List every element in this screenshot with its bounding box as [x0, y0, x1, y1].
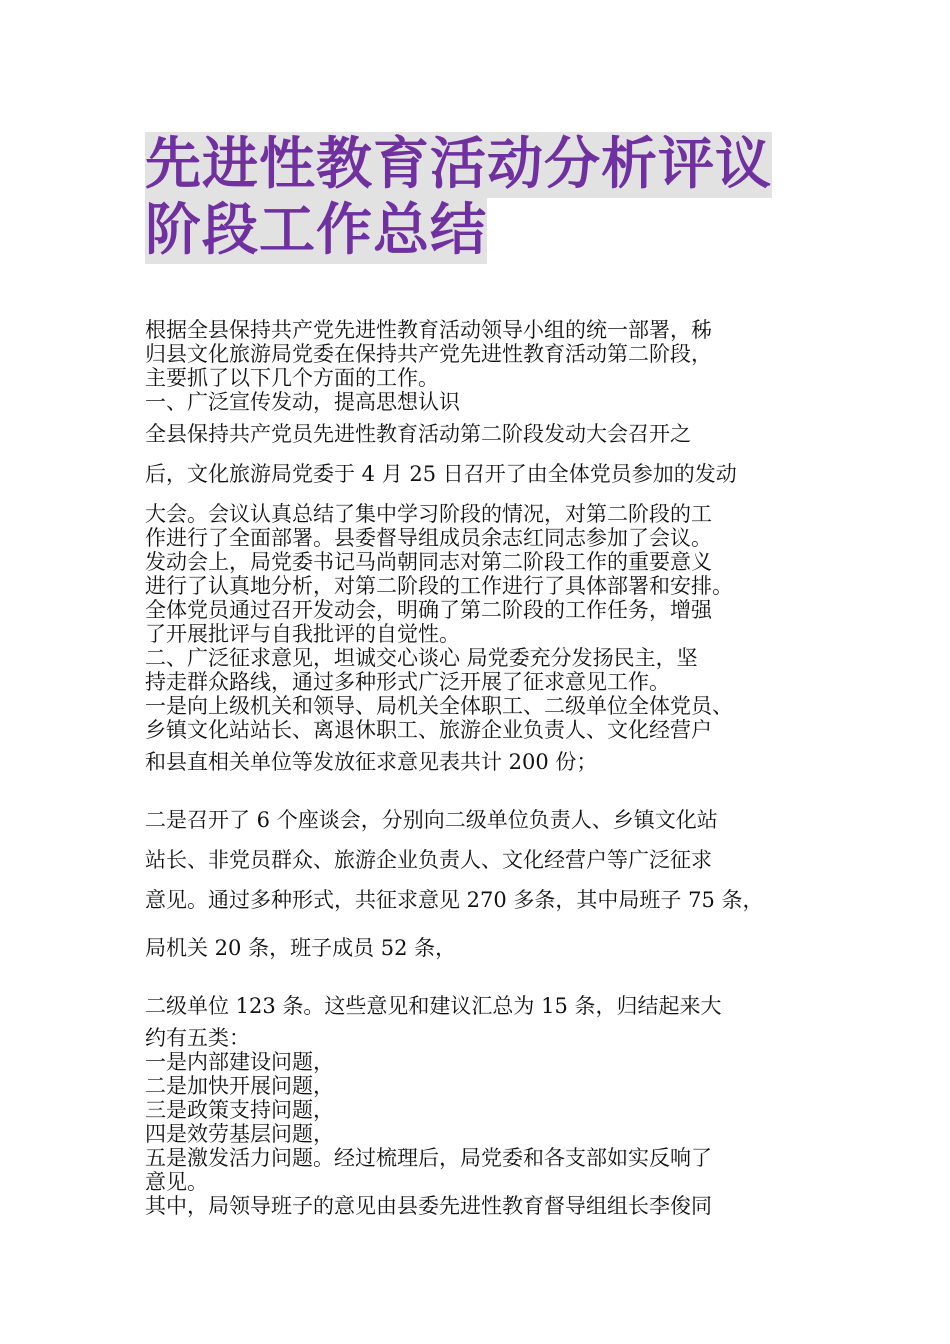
paragraph-line: 持走群众路线，通过多种形式广泛开展了征求意见工作。 [145, 670, 670, 694]
section-heading: 一、广泛宣传发动，提高思想认识 [145, 390, 460, 414]
paragraph-line: 发动会上，局党委书记马尚朝同志对第二阶段工作的重要意义 [145, 550, 712, 574]
list-item: 三是政策支持问题， [145, 1098, 334, 1122]
paragraph-line: 站长、非党员群众、旅游企业负责人、文化经营户等广泛征求 [145, 848, 712, 872]
list-item: 二是加快开展问题， [145, 1074, 334, 1098]
paragraph-line: 二是召开了 6 个座谈会，分别向二级单位负责人、乡镇文化站 [145, 808, 718, 832]
paragraph-line: 一是向上级机关和领导、局机关全体职工、二级单位全体党员、 [145, 694, 733, 718]
title-line-1: 先进性教育活动分析评议 [145, 132, 772, 197]
paragraph-line: 进行了认真地分析，对第二阶段的工作进行了具体部署和安排。 [145, 574, 733, 598]
paragraph-line: 主要抓了以下几个方面的工作。 [145, 366, 439, 390]
paragraph-line: 意见。通过多种形式，共征求意见 270 多条，其中局班子 75 条， [145, 888, 764, 912]
paragraph-line: 其中，局领导班子的意见由县委先进性教育督导组组长李俊同 [145, 1194, 712, 1218]
paragraph-line: 归县文化旅游局党委在保持共产党先进性教育活动第二阶段， [145, 342, 712, 366]
paragraph-line: 全县保持共产党员先进性教育活动第二阶段发动大会召开之 [145, 422, 691, 446]
list-item: 五是激发活力问题。经过梳理后，局党委和各支部如实反响了 [145, 1146, 712, 1170]
paragraph-line: 局机关 20 条，班子成员 52 条， [145, 936, 457, 960]
list-item: 四是效劳基层问题， [145, 1122, 334, 1146]
title-line-2: 阶段工作总结 [145, 198, 487, 263]
paragraph-line: 乡镇文化站站长、离退休职工、旅游企业负责人、文化经营户 [145, 718, 712, 742]
paragraph-line: 和县直相关单位等发放征求意见表共计 200 份； [145, 750, 598, 774]
paragraph-line: 作进行了全面部署。县委督导组成员余志红同志参加了会议。 [145, 526, 712, 550]
paragraph-line: 了开展批评与自我批评的自觉性。 [145, 622, 460, 646]
document-title [145, 132, 845, 264]
list-item: 一是内部建设问题， [145, 1050, 334, 1074]
paragraph-line: 意见。 [145, 1170, 208, 1194]
paragraph-line: 大会。会议认真总结了集中学习阶段的情况，对第二阶段的工 [145, 502, 712, 526]
paragraph-line: 约有五类： [145, 1026, 250, 1050]
document-body [145, 318, 810, 1218]
paragraph-line: 后，文化旅游局党委于 4 月 25 日召开了由全体党员参加的发动 [145, 462, 737, 486]
paragraph-line: 全体党员通过召开发动会，明确了第二阶段的工作任务，增强 [145, 598, 712, 622]
paragraph-line: 根据全县保持共产党先进性教育活动领导小组的统一部署，秭 [145, 318, 712, 342]
paragraph-line: 二级单位 123 条。这些意见和建议汇总为 15 条，归结起来大 [145, 994, 722, 1018]
section-heading: 二、广泛征求意见，坦诚交心谈心 局党委充分发扬民主，坚 [145, 646, 698, 670]
